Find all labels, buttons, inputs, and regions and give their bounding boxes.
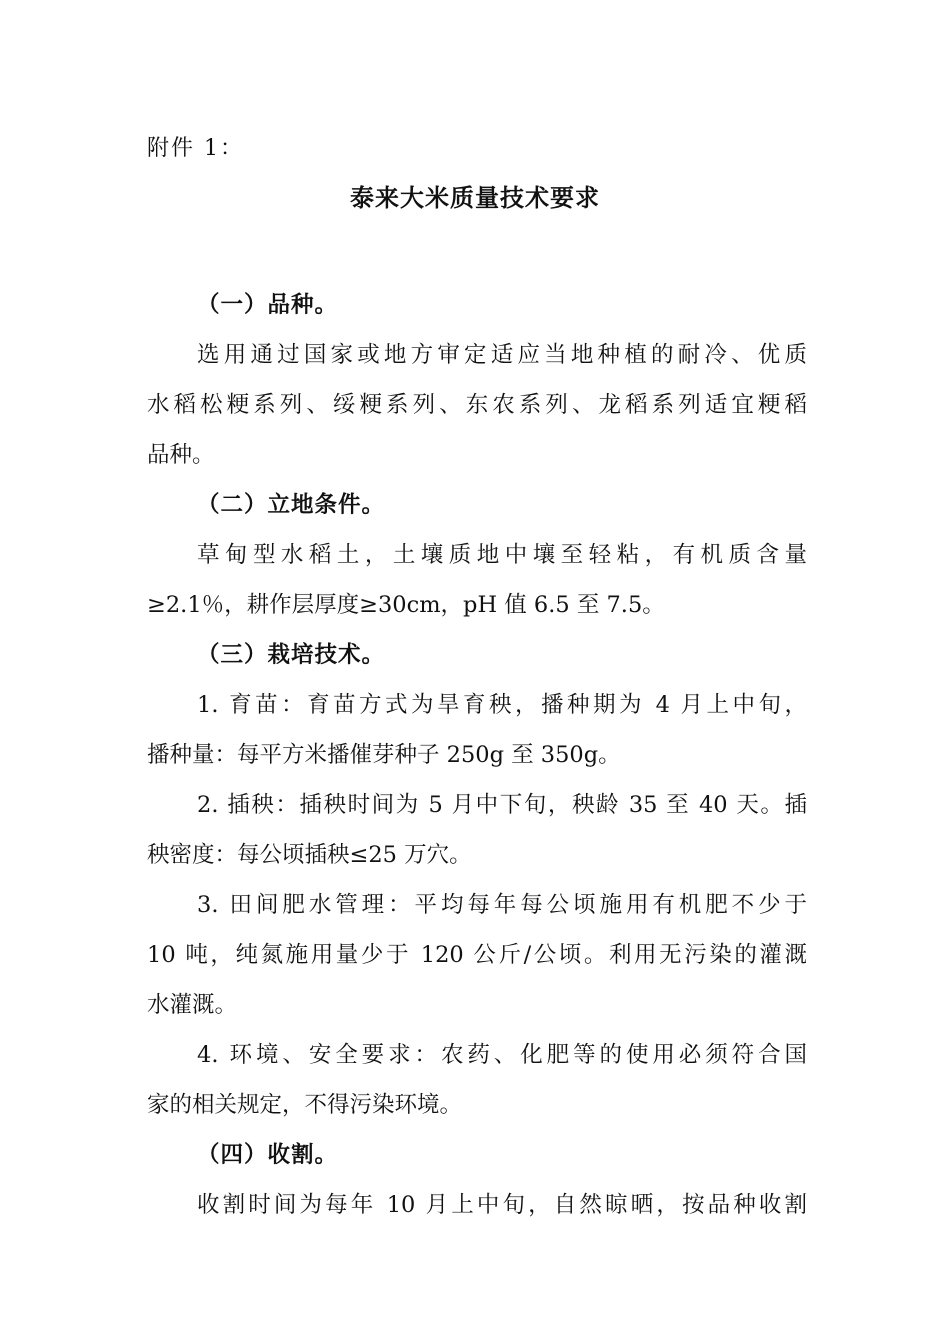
section-heading-harvest: （四）收割。 xyxy=(197,1142,339,1168)
paragraph-line: 收割时间为每年 10 月上中旬，自然晾晒，按品种收割 xyxy=(197,1192,807,1218)
paragraph-line: 水稻松粳系列、绥粳系列、东农系列、龙稻系列适宜粳稻 xyxy=(147,392,807,418)
paragraph-line: 家的相关规定，不得污染环境。 xyxy=(147,1092,463,1118)
paragraph-line: 3. 田间肥水管理：平均每年每公顷施用有机肥不少于 xyxy=(197,892,807,918)
paragraph-line: 2. 插秧：插秧时间为 5 月中下旬，秧龄 35 至 40 天。插 xyxy=(197,792,807,818)
paragraph-line: 品种。 xyxy=(147,442,215,468)
document-title: 泰来大米质量技术要求 xyxy=(350,183,600,212)
section-heading-cultivation: （三）栽培技术。 xyxy=(197,642,386,668)
section-heading-site-conditions: （二）立地条件。 xyxy=(197,492,386,518)
paragraph-line: ≥2.1％，耕作层厚度≥30cm，pH 值 6.5 至 7.5。 xyxy=(147,592,665,618)
paragraph-line: 4. 环境、安全要求：农药、化肥等的使用必须符合国 xyxy=(197,1042,807,1068)
paragraph-line: 播种量：每平方米播催芽种子 250g 至 350g。 xyxy=(147,742,621,768)
paragraph-line: 1. 育苗：育苗方式为旱育秧，播种期为 4 月上中旬， xyxy=(197,692,807,718)
paragraph-line: 秧密度：每公顷插秧≤25 万穴。 xyxy=(147,842,472,868)
section-heading-variety: （一）品种。 xyxy=(197,292,339,318)
paragraph-line: 水灌溉。 xyxy=(147,992,238,1018)
document-body xyxy=(147,280,807,1230)
paragraph-line: 草甸型水稻土，土壤质地中壤至轻粘，有机质含量 xyxy=(197,542,807,568)
paragraph-line: 10 吨，纯氮施用量少于 120 公斤/公顷。利用无污染的灌溉 xyxy=(147,942,807,968)
attachment-label: 附件 1： xyxy=(147,136,244,161)
paragraph-line: 选用通过国家或地方审定适应当地种植的耐冷、优质 xyxy=(197,342,807,368)
